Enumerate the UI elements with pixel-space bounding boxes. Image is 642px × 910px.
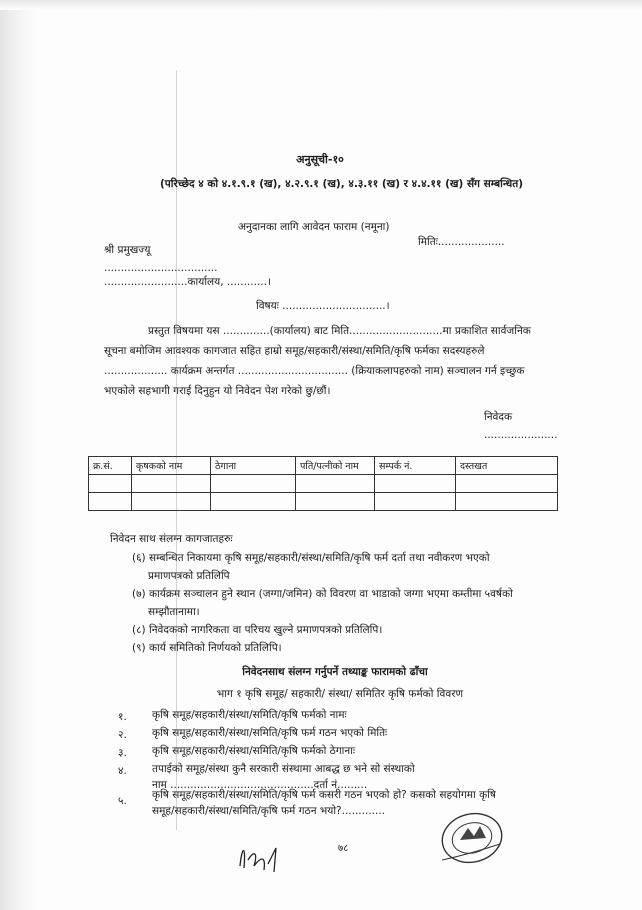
farmer-table: [88, 456, 558, 511]
table-header: कृषकको नाम: [132, 457, 211, 475]
table-row: [89, 493, 558, 511]
attachment-item-8: (८) निवेदकको नागरिकता वा परिचय खुल्ने प्रमाणपत्रको प्रतिलिपि।: [132, 624, 383, 636]
page-shadow-top: [0, 0, 642, 10]
annex-title: अनुसूची-१०: [296, 153, 344, 166]
detail-item-1: कृषि समूह/सहकारी/संस्था/समिति/कृषि फर्मको नामः: [152, 709, 347, 721]
part1-heading: भाग १ कृषि समूह/ सहकारी/ संस्था/ समितिर कृषि फर्मको विवरण: [216, 688, 464, 700]
page-shadow-left: [0, 0, 38, 910]
page-number: ७८: [338, 843, 349, 854]
table-header: सम्पर्क नं.: [375, 457, 456, 475]
office-line: .........................कार्यालय, ............।: [104, 276, 271, 288]
table-header: ठेगाना: [211, 457, 296, 475]
item-number: २.: [118, 729, 127, 741]
detail-item-4-cont: नाम ...........................................दर्ता नं.........: [152, 779, 368, 791]
applicant-label: निवेदक: [484, 411, 513, 423]
official-seal-icon: [430, 808, 510, 868]
item-number: ३.: [118, 747, 127, 759]
form-title: अनुदानका लागि आवेदन फाराम (नमूना): [238, 221, 390, 233]
section2-heading: निवेदनसाथ संलग्न गर्नुपर्ने तथ्याङ्क फारामको ढाँचा: [242, 666, 428, 678]
attachment-item-7-cont: सम्झौतानामा।: [148, 606, 200, 618]
detail-item-2: कृषि समूह/सहकारी/संस्था/समिति/कृषि फर्म गठन भएको मितिः: [152, 727, 388, 739]
annex-reference: (परिच्छेद ४ को ४.१.९.१ (ख), ४.२.९.१ (ख), ४.३.११ (ख) र ४.४.११ (ख) सँग सम्बन्धित): [160, 178, 523, 190]
item-number: ४.: [118, 765, 127, 777]
table-header: पति/पत्नीको नाम: [296, 457, 375, 475]
detail-item-3: कृषि समूह/सहकारी/संस्था/समिति/कृषि फर्मको ठेगानाः: [152, 745, 356, 757]
attachment-item-9: (९) कार्य समितिको निर्णयको प्रतिलिपि।: [132, 642, 282, 654]
addressee: श्री प्रमुखज्यू: [104, 244, 151, 256]
table-header: क्र.सं.: [89, 457, 132, 475]
attachment-item-7: (७) कार्यक्रम सञ्चालन हुने स्थान (जग्गा/जमिन) को विवरण वा भाडाको जग्गा भएमा कम्तीमा ५वर्षको: [132, 588, 513, 600]
body-paragraph-line-1: प्रस्तुत विषयमा यस ..............(कार्यालय) बाट मिति............................मा प्रकाशित सार्वजनिक: [148, 325, 531, 337]
detail-item-5-cont: समूह/सहकारी/संस्था/समिति/कृषि फर्म गठन भयो?.............: [152, 805, 386, 817]
table-header-row: [89, 457, 558, 475]
date-field: मितिः....................: [418, 236, 505, 248]
item-number: ५.: [118, 795, 127, 807]
detail-item-4: तपाईको समूह/संस्था कुनै सरकारी संस्थामा आबद्ध छ भने सो संस्थाको: [152, 763, 415, 775]
body-paragraph-line-2: सूचना बमोजिम आवश्यक कागजात सहित हाम्रो समूह/सहकारी/संस्था/समिति/कृषि फर्मका सदस्यहरुले: [104, 345, 485, 357]
table-row: [89, 475, 558, 493]
applicant-signature-line: ......................: [484, 429, 558, 441]
attachments-heading: निवेदन साथ संलग्न कागजातहरुः: [110, 533, 233, 545]
item-number: १.: [118, 711, 127, 723]
addressee-dots: ..................................: [104, 262, 218, 274]
attachment-item-6-cont: प्रमाणपत्रको प्रतिलिपि: [148, 570, 230, 582]
attachment-item-6: (६) सम्बन्धित निकायमा कृषि समूह/सहकारी/संस्था/समिति/कृषि फर्म दर्ता तथा नवीकरण भएको: [132, 552, 490, 564]
signature-scribble: [232, 836, 302, 876]
body-paragraph-line-4: भएकोले सहभागी गराई दिनुहुन यो निवेदन पेश गरेको छु/छौं।: [104, 385, 331, 397]
body-paragraph-line-3: ................... कार्यक्रम अन्तर्गत ................................. (क्रियाकलापहरुको नाम) सञ्चालन गर्न इच्छुक: [104, 365, 525, 377]
subject-line: विषयः ...............................।: [256, 300, 390, 312]
detail-item-5: कृषि समूह/सहकारी/संस्था/समिति/कृषि फर्म कसरी गठन भएको हो? कसको सहयोगमा कृषि: [152, 789, 496, 801]
table-header: दस्तखत: [456, 457, 558, 475]
